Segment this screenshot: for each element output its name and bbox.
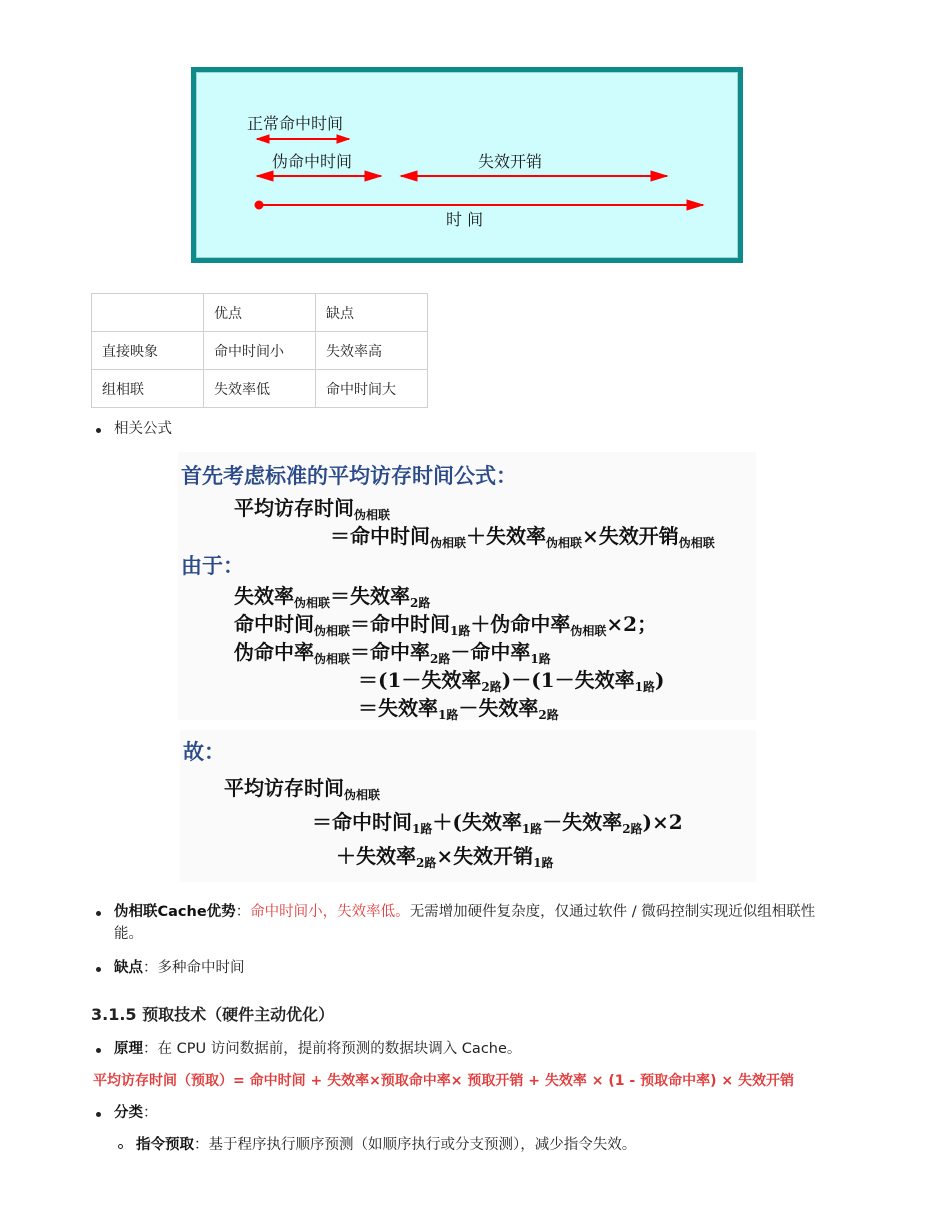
formula-line: 平均访存时间$_{伪相联}$ bbox=[234, 496, 391, 522]
table-cell: 直接映象 bbox=[92, 332, 204, 370]
table-cell: 失效率低 bbox=[204, 370, 316, 408]
table-cell: 失效率高 bbox=[316, 332, 428, 370]
table-row bbox=[92, 332, 428, 370]
bullet-disadvantage: 缺点：多种命中时间 bbox=[114, 960, 245, 976]
bullet-principle: 原理：在 CPU 访问数据前，提前将预测的数据块调入 Cache。 bbox=[114, 1041, 522, 1057]
formula-heading: 由于： bbox=[181, 553, 244, 578]
table-header-row bbox=[92, 294, 428, 332]
diagram-canvas bbox=[196, 72, 738, 258]
formula-heading: 首先考虑标准的平均访存时间公式： bbox=[181, 463, 517, 488]
section-heading: 3.1.5 预取技术（硬件主动优化） bbox=[91, 1005, 335, 1024]
timing-diagram bbox=[191, 67, 743, 263]
bullet-related-formula: 相关公式 bbox=[114, 421, 172, 437]
pseudo-hit-arrow bbox=[257, 171, 381, 181]
bullet-classification: 分类： bbox=[114, 1105, 158, 1121]
miss-penalty-label: 失效开销 bbox=[478, 152, 543, 171]
table-cell: 缺点 bbox=[316, 294, 428, 332]
bullet-instruction-prefetch: 指令预取：基于程序执行顺序预测（如顺序执行或分支预测），减少指令失效。 bbox=[136, 1137, 637, 1153]
time-label: 时 间 bbox=[446, 210, 484, 229]
formula-line: ＝(1－失效率$_{2路}$)－(1－失效率$_{1路}$) bbox=[358, 668, 665, 694]
sub-bullet-circle bbox=[118, 1144, 123, 1149]
normal-hit-arrow bbox=[257, 135, 349, 143]
normal-hit-label: 正常命中时间 bbox=[247, 114, 344, 133]
table-cell: 组相联 bbox=[92, 370, 204, 408]
prefetch-formula: 平均访存时间（预取）= 命中时间 + 失效率×预取命中率× 预取开销 + 失效率 × (1 - 预取命中率) × 失效开销 bbox=[93, 1073, 794, 1089]
formula-line: 失效率$_{伪相联}$＝失效率$_{2路}$ bbox=[234, 584, 431, 610]
table-cell: 命中时间小 bbox=[204, 332, 316, 370]
formula-line: 平均访存时间$_{伪相联}$ bbox=[224, 776, 381, 802]
formula-line: ＋失效率$_{2路}$×失效开销$_{1路}$ bbox=[336, 844, 554, 870]
bullet-dot bbox=[96, 911, 101, 916]
bullet-dot bbox=[96, 428, 101, 433]
formula-line: 伪命中率$_{伪相联}$＝命中率$_{2路}$－命中率$_{1路}$ bbox=[234, 640, 551, 666]
table-cell: 优点 bbox=[204, 294, 316, 332]
comparison-table bbox=[91, 293, 428, 408]
table-cell: 命中时间大 bbox=[316, 370, 428, 408]
formula-image-1 bbox=[178, 452, 756, 720]
formula-line: ＝失效率$_{1路}$－失效率$_{2路}$ bbox=[358, 696, 559, 722]
miss-penalty-arrow bbox=[401, 171, 667, 181]
formula-image-2 bbox=[180, 730, 756, 882]
formula-line: 命中时间$_{伪相联}$＝命中时间$_{1路}$＋伪命中率$_{伪相联}$×2； bbox=[234, 612, 658, 638]
bullet-advantage: 伪相联Cache优势：命中时间小，失效率低。无需增加硬件复杂度，仅通过软件 / 微码控制实现近似组相联性 能。 bbox=[114, 904, 816, 942]
formula-line: ＝命中时间$_{1路}$＋(失效率$_{1路}$－失效率$_{2路}$)×2 bbox=[312, 810, 683, 836]
table-cell bbox=[92, 294, 204, 332]
bullet-dot bbox=[96, 1048, 101, 1053]
pseudo-hit-label: 伪命中时间 bbox=[272, 152, 353, 171]
bullet-dot bbox=[96, 1112, 101, 1117]
formula-line: ＝命中时间$_{伪相联}$＋失效率$_{伪相联}$×失效开销$_{伪相联}$ bbox=[330, 524, 715, 550]
table-row bbox=[92, 370, 428, 408]
bullet-dot bbox=[96, 967, 101, 972]
formula-heading: 故： bbox=[183, 739, 225, 764]
